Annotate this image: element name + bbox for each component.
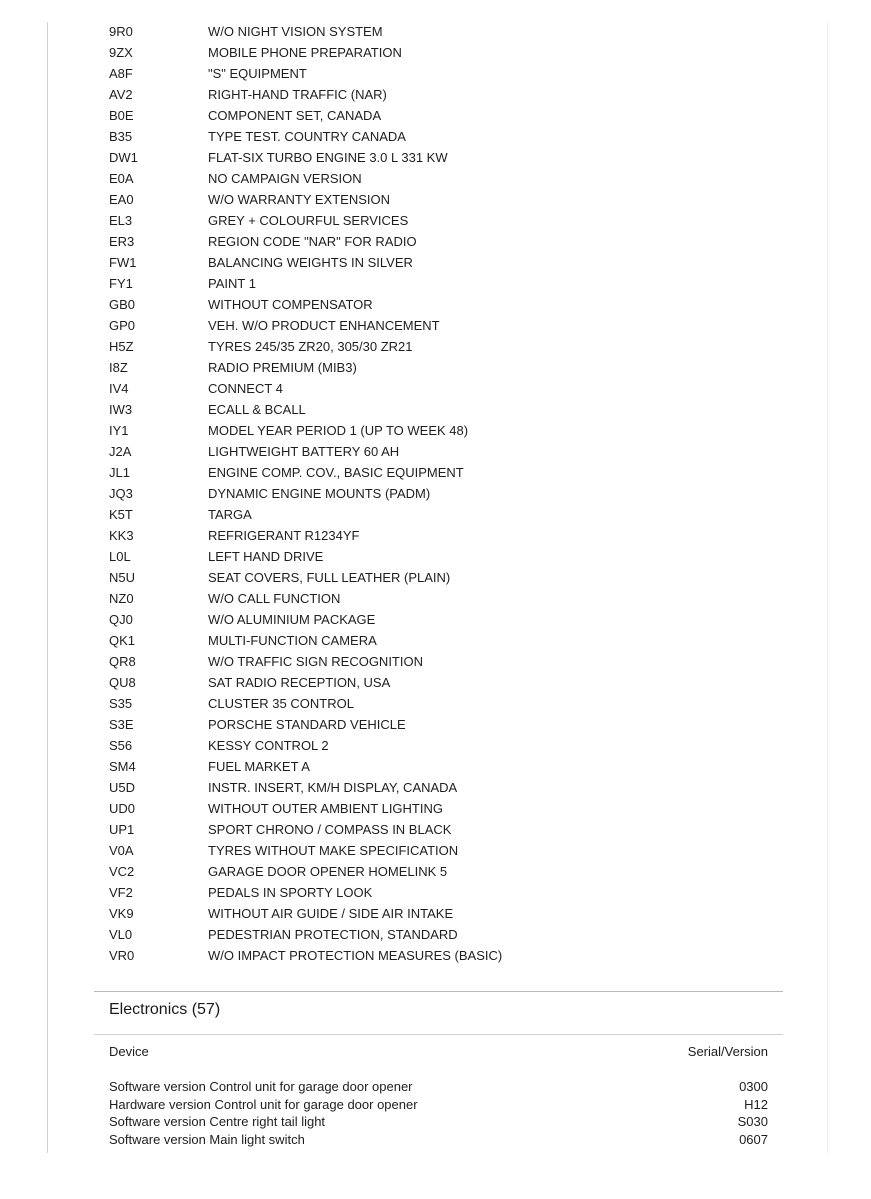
- option-description: COMPONENT SET, CANADA: [208, 108, 382, 123]
- option-row: [0, 126, 871, 147]
- option-description: NO CAMPAIGN VERSION: [208, 171, 362, 186]
- option-description: ECALL & BCALL: [208, 402, 306, 417]
- option-description: KESSY CONTROL 2: [208, 738, 329, 753]
- option-codes-list: [0, 21, 871, 966]
- option-description: TYPE TEST. COUNTRY CANADA: [208, 129, 406, 144]
- option-code: FW1: [109, 255, 137, 270]
- option-row: [0, 378, 871, 399]
- option-code: UP1: [109, 822, 135, 837]
- option-code: DW1: [109, 150, 138, 165]
- option-description: VEH. W/O PRODUCT ENHANCEMENT: [208, 318, 440, 333]
- device-name: Software version Main light switch: [109, 1131, 305, 1147]
- option-description: SAT RADIO RECEPTION, USA: [208, 675, 391, 690]
- device-name: Hardware version Control unit for garage door opener: [109, 1096, 418, 1112]
- option-code: KK3: [109, 528, 134, 543]
- option-description: REGION CODE "NAR" FOR RADIO: [208, 234, 417, 249]
- option-description: FUEL MARKET A: [208, 759, 310, 774]
- option-description: WITHOUT OUTER AMBIENT LIGHTING: [208, 801, 443, 816]
- device-version: H12: [744, 1096, 768, 1112]
- option-description: W/O ALUMINIUM PACKAGE: [208, 612, 376, 627]
- option-row: [0, 105, 871, 126]
- device-row: [0, 1078, 871, 1096]
- option-description: INSTR. INSERT, KM/H DISPLAY, CANADA: [208, 780, 458, 795]
- option-code: S56: [109, 738, 133, 753]
- option-description: RADIO PREMIUM (MIB3): [208, 360, 357, 375]
- device-row: [0, 1131, 871, 1149]
- option-code: VC2: [109, 864, 135, 879]
- option-row: [0, 252, 871, 273]
- option-code: E0A: [109, 171, 134, 186]
- option-row: [0, 504, 871, 525]
- option-description: MODEL YEAR PERIOD 1 (UP TO WEEK 48): [208, 423, 469, 438]
- option-description: GARAGE DOOR OPENER HOMELINK 5: [208, 864, 448, 879]
- device-column-header: Device: [109, 1044, 149, 1059]
- option-row: [0, 420, 871, 441]
- option-code: H5Z: [109, 339, 134, 354]
- option-row: [0, 945, 871, 966]
- option-row: [0, 924, 871, 945]
- option-description: SPORT CHRONO / COMPASS IN BLACK: [208, 822, 452, 837]
- option-code: FY1: [109, 276, 133, 291]
- option-code: 9R0: [109, 24, 133, 39]
- option-row: [0, 147, 871, 168]
- option-row: [0, 777, 871, 798]
- option-description: W/O WARRANTY EXTENSION: [208, 192, 391, 207]
- option-description: CONNECT 4: [208, 381, 283, 396]
- option-code: SM4: [109, 759, 136, 774]
- option-row: [0, 693, 871, 714]
- option-code: QR8: [109, 654, 136, 669]
- device-name: Software version Control unit for garage door opener: [109, 1079, 413, 1094]
- option-code: UD0: [109, 801, 136, 816]
- option-row: [0, 672, 871, 693]
- option-description: W/O CALL FUNCTION: [208, 591, 341, 606]
- option-description: TARGA: [208, 507, 252, 522]
- option-row: [0, 609, 871, 630]
- option-row: [0, 630, 871, 651]
- option-code: VF2: [109, 885, 133, 900]
- device-version: 0300: [739, 1079, 768, 1094]
- option-description: CLUSTER 35 CONTROL: [208, 696, 354, 711]
- option-row: [0, 588, 871, 609]
- option-code: B0E: [109, 108, 134, 123]
- option-row: [0, 840, 871, 861]
- option-row: [0, 273, 871, 294]
- option-description: BALANCING WEIGHTS IN SILVER: [208, 255, 413, 270]
- option-code: VL0: [109, 927, 133, 942]
- option-row: [0, 168, 871, 189]
- option-code: JQ3: [109, 486, 133, 501]
- option-code: IV4: [109, 381, 129, 396]
- option-row: [0, 336, 871, 357]
- option-row: [0, 21, 871, 42]
- option-row: [0, 441, 871, 462]
- option-code: U5D: [109, 780, 136, 795]
- option-row: [0, 462, 871, 483]
- option-row: [0, 651, 871, 672]
- option-code: S3E: [109, 717, 134, 732]
- section-title: Electronics (57): [109, 1001, 221, 1018]
- option-row: [0, 294, 871, 315]
- option-code: K5T: [109, 507, 133, 522]
- option-row: [0, 210, 871, 231]
- option-row: [0, 84, 871, 105]
- option-row: [0, 483, 871, 504]
- header-divider: [94, 1034, 783, 1035]
- option-description: WITHOUT COMPENSATOR: [208, 297, 373, 312]
- option-description: MOBILE PHONE PREPARATION: [208, 45, 402, 60]
- option-row: [0, 735, 871, 756]
- option-description: PEDESTRIAN PROTECTION, STANDARD: [208, 927, 458, 942]
- option-description: WITHOUT AIR GUIDE / SIDE AIR INTAKE: [208, 906, 454, 921]
- option-row: [0, 63, 871, 84]
- option-code: 9ZX: [109, 45, 133, 60]
- option-description: DYNAMIC ENGINE MOUNTS (PADM): [208, 486, 431, 501]
- device-row: [0, 1096, 871, 1114]
- option-description: PAINT 1: [208, 276, 256, 291]
- option-code: S35: [109, 696, 133, 711]
- option-code: V0A: [109, 843, 134, 858]
- option-row: [0, 861, 871, 882]
- option-code: VK9: [109, 906, 134, 921]
- option-row: [0, 714, 871, 735]
- serial-version-column-header: Serial/Version: [687, 1044, 768, 1059]
- option-code: ER3: [109, 234, 135, 249]
- option-row: [0, 357, 871, 378]
- option-description: FLAT-SIX TURBO ENGINE 3.0 L 331 KW: [208, 150, 448, 165]
- option-row: [0, 399, 871, 420]
- option-description: W/O NIGHT VISION SYSTEM: [208, 24, 383, 39]
- option-code: AV2: [109, 87, 133, 102]
- option-code: L0L: [109, 549, 131, 564]
- option-code: JL1: [109, 465, 130, 480]
- option-code: GP0: [109, 318, 136, 333]
- option-row: [0, 756, 871, 777]
- option-code: J2A: [109, 444, 132, 459]
- option-description: SEAT COVERS, FULL LEATHER (PLAIN): [208, 570, 451, 585]
- option-row: [0, 882, 871, 903]
- option-code: A8F: [109, 66, 133, 81]
- option-description: GREY + COLOURFUL SERVICES: [208, 213, 409, 228]
- option-description: ENGINE COMP. COV., BASIC EQUIPMENT: [208, 465, 464, 480]
- option-row: [0, 42, 871, 63]
- option-code: EL3: [109, 213, 133, 228]
- option-code: GB0: [109, 297, 136, 312]
- option-code: IW3: [109, 402, 133, 417]
- device-version: 0607: [739, 1131, 768, 1147]
- option-row: [0, 798, 871, 819]
- device-version: S030: [737, 1114, 768, 1129]
- option-row: [0, 315, 871, 336]
- option-code: QU8: [109, 675, 136, 690]
- option-row: [0, 819, 871, 840]
- option-description: MULTI-FUNCTION CAMERA: [208, 633, 377, 648]
- option-code: N5U: [109, 570, 136, 585]
- option-code: IY1: [109, 423, 129, 438]
- device-list: [0, 1078, 871, 1148]
- device-name: Software version Centre right tail light: [109, 1114, 326, 1129]
- option-code: EA0: [109, 192, 134, 207]
- option-description: PORSCHE STANDARD VEHICLE: [208, 717, 406, 732]
- option-description: "S" EQUIPMENT: [208, 66, 307, 81]
- option-description: W/O TRAFFIC SIGN RECOGNITION: [208, 654, 423, 669]
- option-row: [0, 567, 871, 588]
- option-code: QJ0: [109, 612, 133, 627]
- option-description: RIGHT-HAND TRAFFIC (NAR): [208, 87, 387, 102]
- option-code: B35: [109, 129, 133, 144]
- option-row: [0, 189, 871, 210]
- device-row: [0, 1113, 871, 1131]
- option-description: REFRIGERANT R1234YF: [208, 528, 360, 543]
- option-row: [0, 546, 871, 567]
- option-row: [0, 231, 871, 252]
- option-description: LEFT HAND DRIVE: [208, 549, 324, 564]
- option-code: I8Z: [109, 360, 128, 375]
- option-code: VR0: [109, 948, 135, 963]
- option-description: W/O IMPACT PROTECTION MEASURES (BASIC): [208, 948, 503, 963]
- option-description: TYRES WITHOUT MAKE SPECIFICATION: [208, 843, 459, 858]
- option-description: TYRES 245/35 ZR20, 305/30 ZR21: [208, 339, 413, 354]
- option-code: QK1: [109, 633, 136, 648]
- option-description: PEDALS IN SPORTY LOOK: [208, 885, 373, 900]
- option-description: LIGHTWEIGHT BATTERY 60 AH: [208, 444, 400, 459]
- option-row: [0, 525, 871, 546]
- option-code: NZ0: [109, 591, 134, 606]
- option-row: [0, 903, 871, 924]
- section-divider: [94, 991, 783, 992]
